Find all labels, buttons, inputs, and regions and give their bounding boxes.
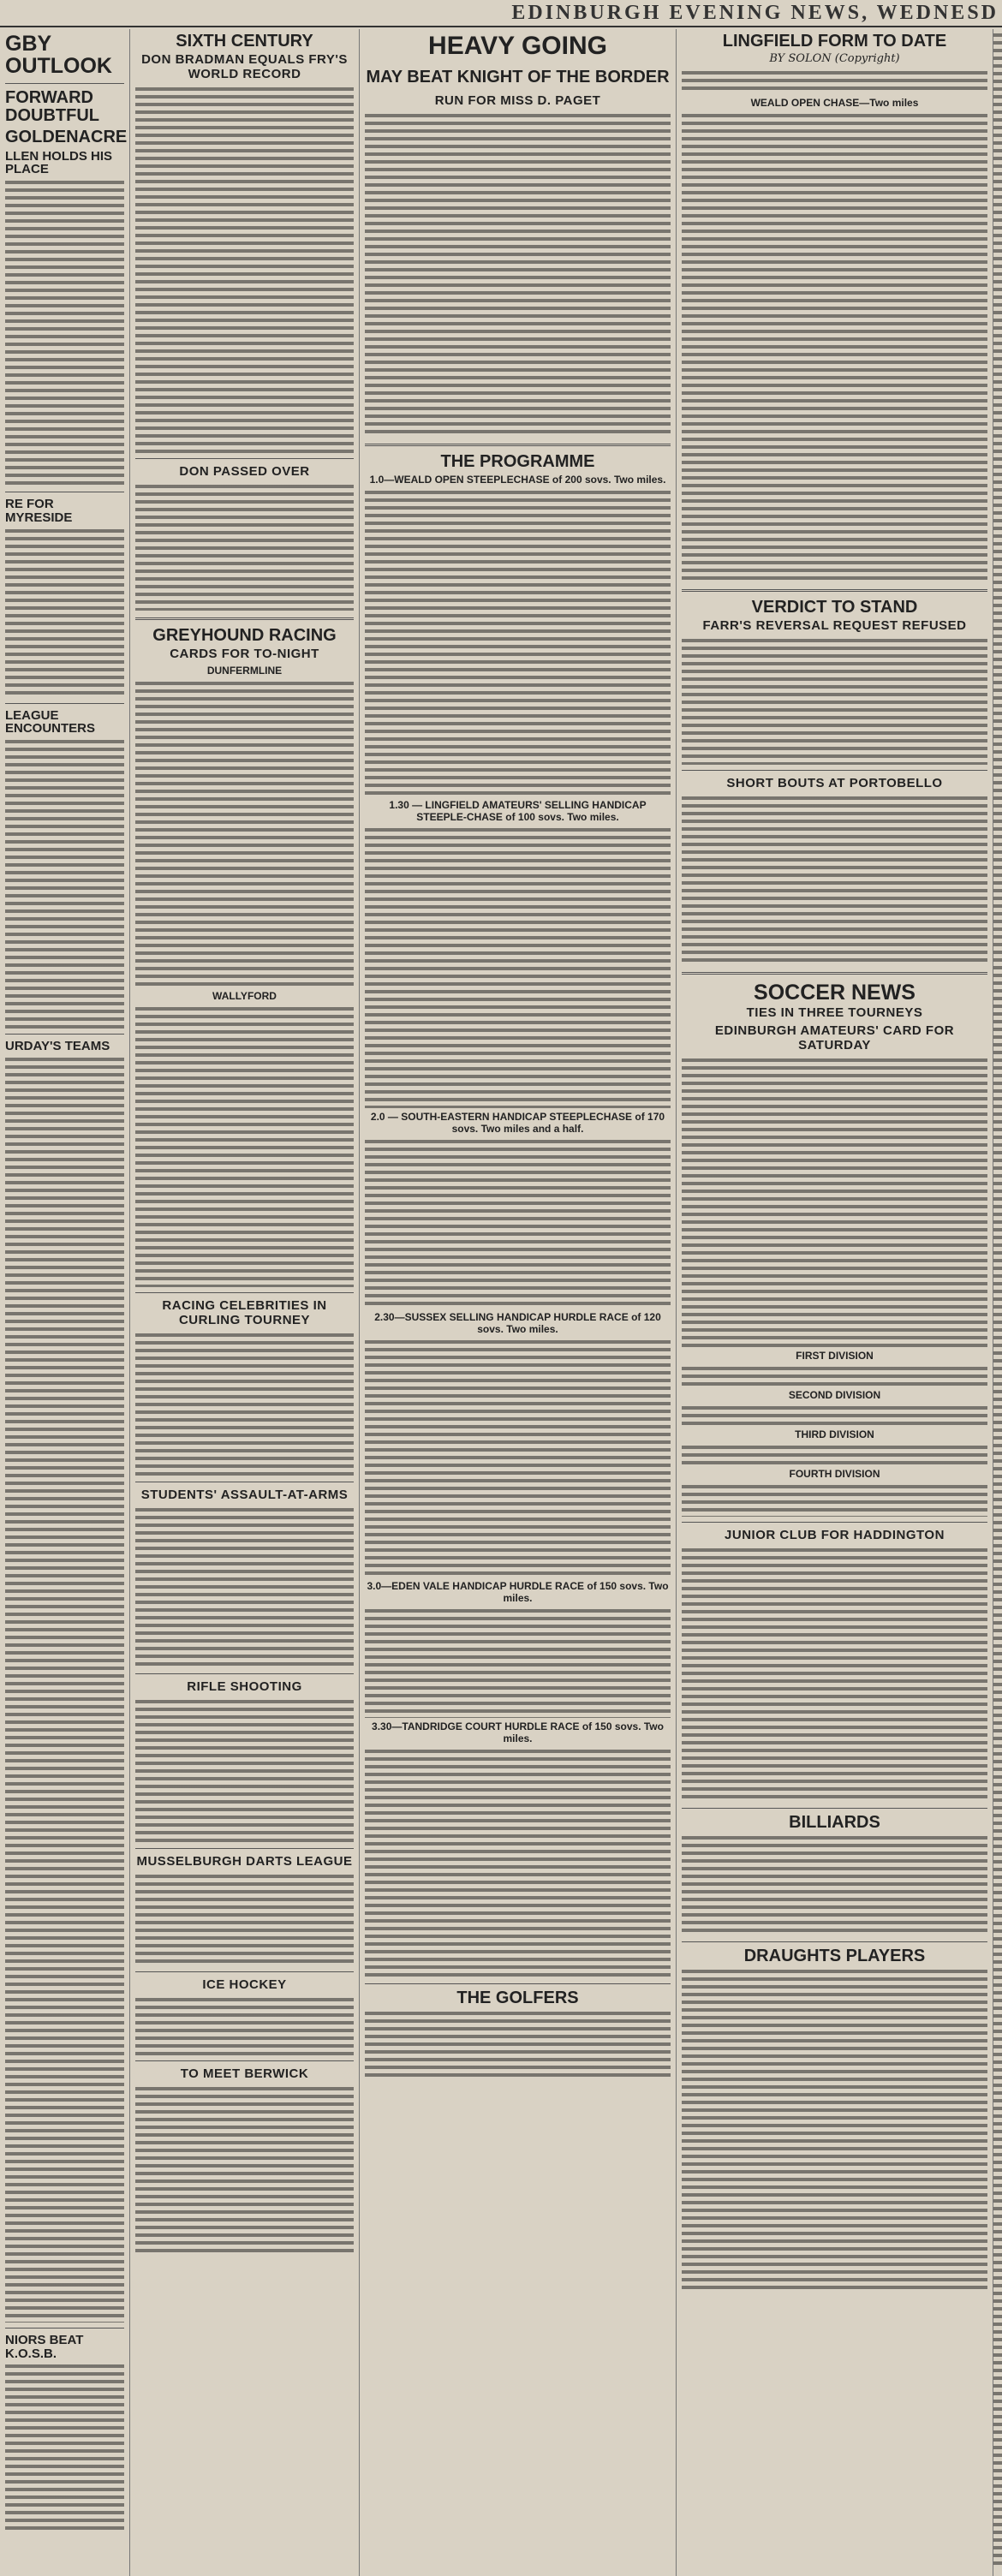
headline: URDAY'S TEAMS [5,1039,110,1053]
headline: GOLDENACRE [5,127,128,146]
byline: BY SOLON (Copyright) [769,52,900,65]
article-body [5,178,124,486]
divider [5,2328,124,2329]
divider [5,1034,124,1035]
divider [365,444,671,446]
divider [682,589,987,592]
headline: FORWARD DOUBTFUL [5,87,99,125]
headline: NIORS BEAT K.O.S.B. [5,2332,84,2361]
article-body [682,636,987,765]
race-title: 1.30 — LINGFIELD AMATEURS' SELLING HANDICAP STEEPLE-CHASE of 100 sovs. Two miles. [389,798,647,823]
race-title: 3.0—EDEN VALE HANDICAP HURDLE RACE of 150 sovs. Two miles. [367,1579,669,1604]
column-2 [130,29,360,2576]
league-table [682,1404,987,1426]
headline: VERDICT TO STAND [751,598,918,617]
subheadline: LLEN HOLDS HIS PLACE [5,148,113,177]
headline: HEAVY GOING [428,32,607,60]
table-heading: THIRD DIVISION [795,1428,874,1441]
article-body [682,1834,987,1936]
subheadline: SHORT BOUTS AT PORTOBELLO [726,776,943,790]
team-lists [5,1055,124,2323]
headline: GREYHOUND RACING [152,626,337,645]
divider [5,83,124,84]
column-4 [677,29,993,2576]
headline: SOCCER NEWS [754,981,916,1005]
divider [682,1941,987,1942]
article-body [135,482,354,611]
subheadline: JUNIOR CLUB FOR HADDINGTON [725,1528,945,1543]
divider [135,617,354,620]
column-1 [0,29,130,2576]
headline: THE GOLFERS [456,1988,579,2007]
race-entries [365,826,671,1108]
table-heading: SECOND DIVISION [788,1389,881,1402]
divider [682,1522,987,1523]
subheadline: TIES IN THREE TOURNEYS [746,1005,923,1021]
divider [135,2060,354,2061]
article-body [682,1546,987,1803]
subheadline: RUN FOR MISS D. PAGET [434,92,601,108]
article-body [682,1967,987,2293]
newspaper-title: EDINBURGH EVENING NEWS, WEDNESD [511,2,999,24]
race-title: 2.0 — SOUTH-EASTERN HANDICAP STEEPLECHASE of 170 sovs. Two miles and a half. [370,1110,665,1135]
subheadline: STUDENTS' ASSAULT-AT-ARMS [140,1488,349,1502]
masthead [0,0,1002,27]
headline: BILLIARDS [789,1813,880,1833]
subheadline: TO MEET BERWICK [180,2066,309,2081]
race-title: 2.30—SUSSEX SELLING HANDICAP HURDLE RACE of 120 sovs. Two miles. [374,1310,661,1335]
race-card [135,679,354,987]
divider [135,458,354,459]
article-body [135,2084,354,2256]
divider [135,1292,354,1293]
article-body [365,2009,671,2078]
headline: LINGFIELD FORM TO DATE [722,32,947,51]
divider [682,1808,987,1809]
race-title: 1.0—WEALD OPEN STEEPLECHASE of 200 sovs. Two miles. [369,473,666,486]
article-body [682,1056,987,1347]
article-body [135,1995,354,2055]
section-label: WEALD OPEN CHASE—Two miles [750,97,919,109]
article-body [993,31,1002,2566]
race-card [135,1005,354,1287]
league-table [682,1364,987,1386]
divider [682,770,987,771]
article-body [365,111,671,437]
divider [5,703,124,704]
table-heading: FOURTH DIVISION [789,1468,880,1481]
league-table [682,1482,987,1517]
subheadline: FARR'S REVERSAL REQUEST REFUSED [702,618,967,633]
league-table [682,1443,987,1465]
article-body [135,1697,354,1843]
league-table [135,1872,354,1966]
race-entries [365,1137,671,1309]
column-3 [360,29,677,2576]
headline: GBY OUTLOOK [5,32,112,79]
table-heading: FIRST DIVISION [796,1350,874,1363]
subheadline: DON BRADMAN EQUALS FRY'S WORLD RECORD [141,52,348,81]
divider [135,1848,354,1849]
headline: DRAUGHTS PLAYERS [743,1947,926,1966]
subheadline: RACING CELEBRITIES IN CURLING TOURNEY [162,1298,327,1327]
headline: LEAGUE ENCOUNTERS [5,707,96,736]
article-body [5,527,124,698]
divider [365,1983,671,1984]
headline: RE FOR MYRESIDE [5,497,73,525]
article-body [135,1506,354,1668]
headline: THE PROGRAMME [440,451,595,471]
divider [135,1971,354,1972]
headline: SIXTH CENTURY [176,32,313,51]
race-entries [365,1338,671,1577]
race-entries [365,488,671,796]
subheadline: ICE HOCKEY [202,1977,287,1992]
article-body [135,85,354,453]
article-body [682,69,987,94]
article-body [135,1331,354,1476]
subheadline: MUSSELBURGH DARTS LEAGUE [136,1854,353,1869]
subheadline: RIFLE SHOOTING [187,1679,302,1694]
race-entries [365,1607,671,1718]
subheadline: CARDS FOR TO-NIGHT [170,647,319,661]
form-guide [682,111,987,582]
article-body [5,737,124,1029]
section-label: DUNFERMLINE [206,665,283,677]
divider [135,1673,354,1674]
subheadline: DON PASSED OVER [179,464,310,479]
article-body [682,794,987,965]
divider [682,972,987,975]
column-5-cropped [993,29,1002,2576]
subheadline: EDINBURGH AMATEURS' CARD FOR SATURDAY [714,1023,955,1053]
race-entries [365,1747,671,1978]
race-title: 3.30—TANDRIDGE COURT HURDLE RACE of 150 sovs. Two miles. [372,1720,664,1744]
headline: MAY BEAT KNIGHT OF THE BORDER [366,67,670,86]
section-label: WALLYFORD [212,990,277,1002]
article-body [5,2362,124,2533]
